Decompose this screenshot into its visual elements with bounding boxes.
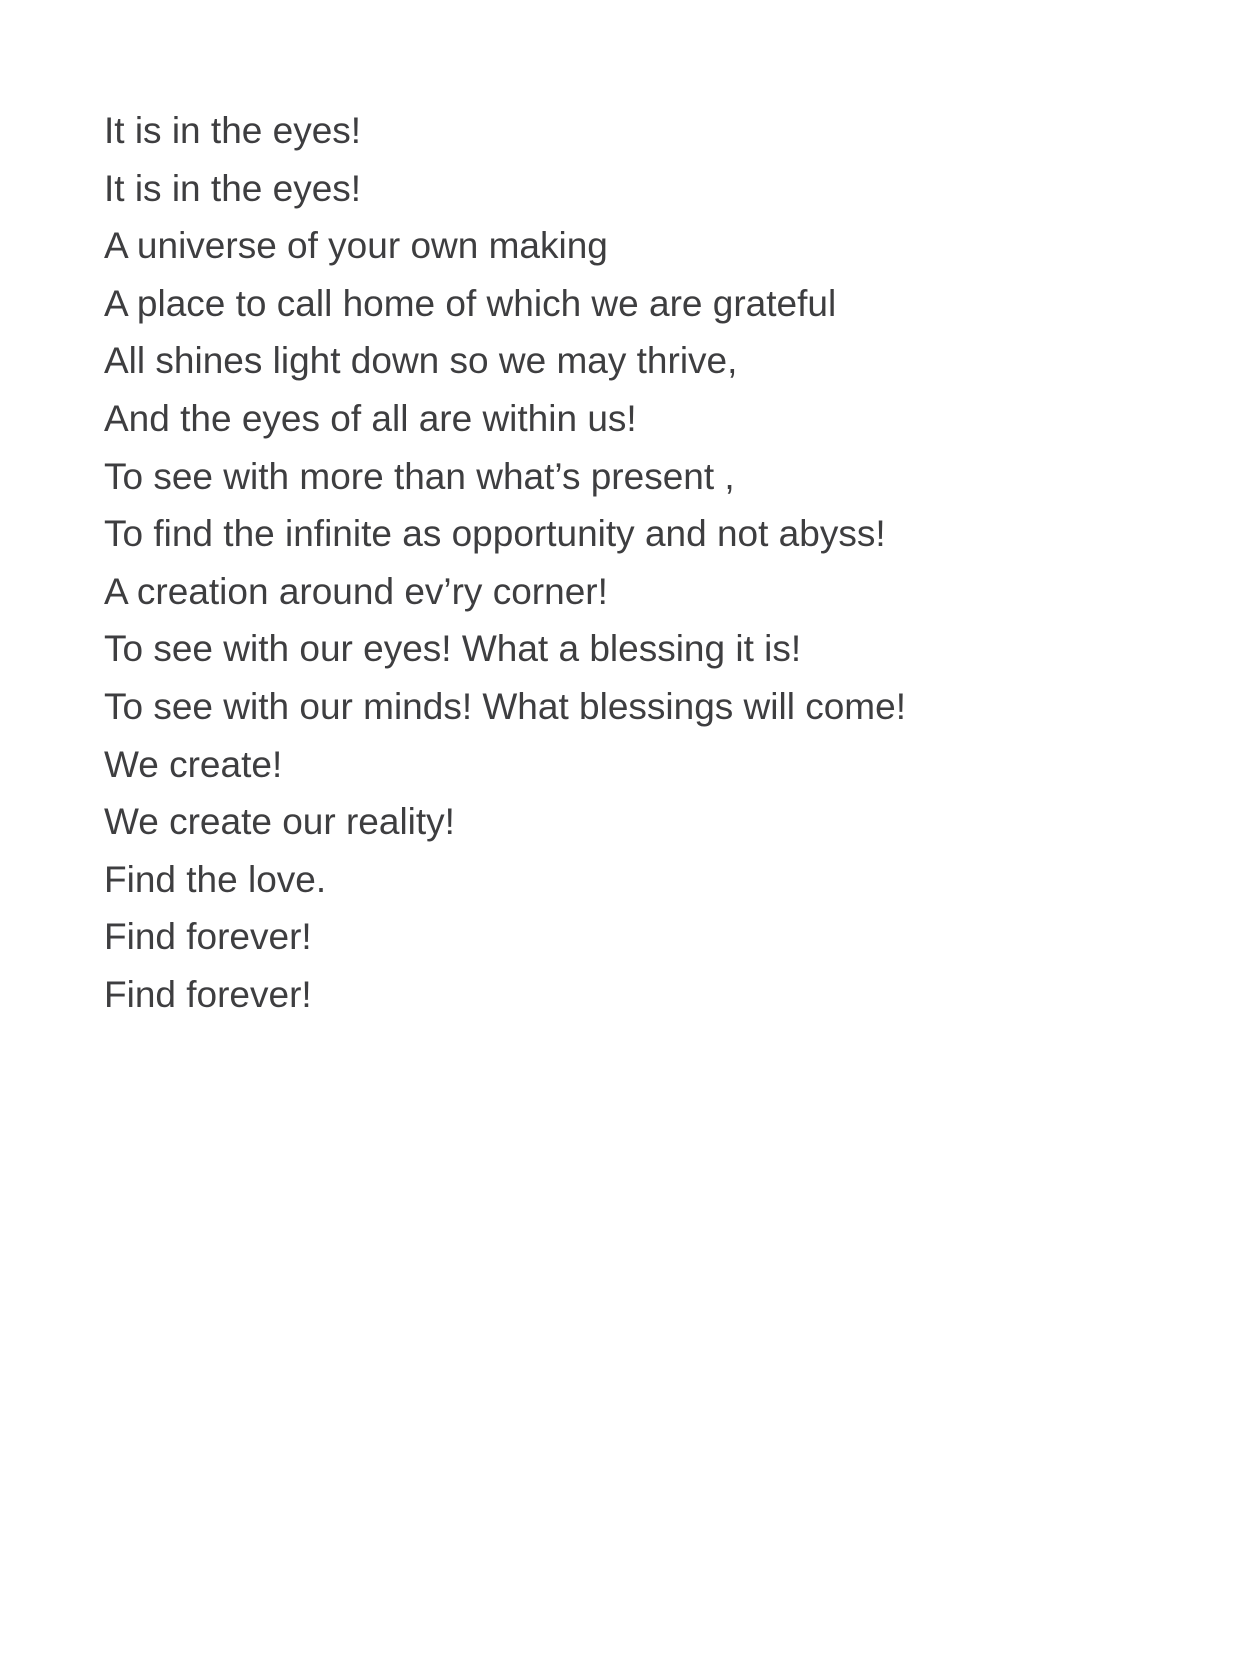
poem-line: It is in the eyes! — [104, 167, 362, 209]
poem-line: It is in the eyes! — [104, 110, 362, 151]
poem-text — [104, 102, 1204, 1024]
poem-line: All shines light down so we may thrive, — [104, 340, 738, 382]
poem-line: To see with more than what’s present , — [104, 455, 735, 497]
poem-line: To see with our eyes! What a blessing it is! — [104, 628, 802, 670]
poem-line: To see with our minds! What blessings will come! — [104, 685, 906, 727]
poem-line: A universe of your own making — [104, 225, 608, 267]
poem-line: Find the love. — [104, 858, 327, 900]
poem-line: A place to call home of which we are grateful — [104, 282, 837, 324]
poem-line: To find the infinite as opportunity and not abyss! — [104, 513, 886, 555]
poem-line: Find forever! — [104, 916, 312, 958]
poem-line: We create! — [104, 743, 283, 785]
poem-line: A creation around ev’ry corner! — [104, 570, 608, 612]
poem-line: And the eyes of all are within us! — [104, 397, 637, 439]
poem-line: We create our reality! — [104, 801, 455, 843]
poem-line: Find forever! — [104, 973, 312, 1015]
